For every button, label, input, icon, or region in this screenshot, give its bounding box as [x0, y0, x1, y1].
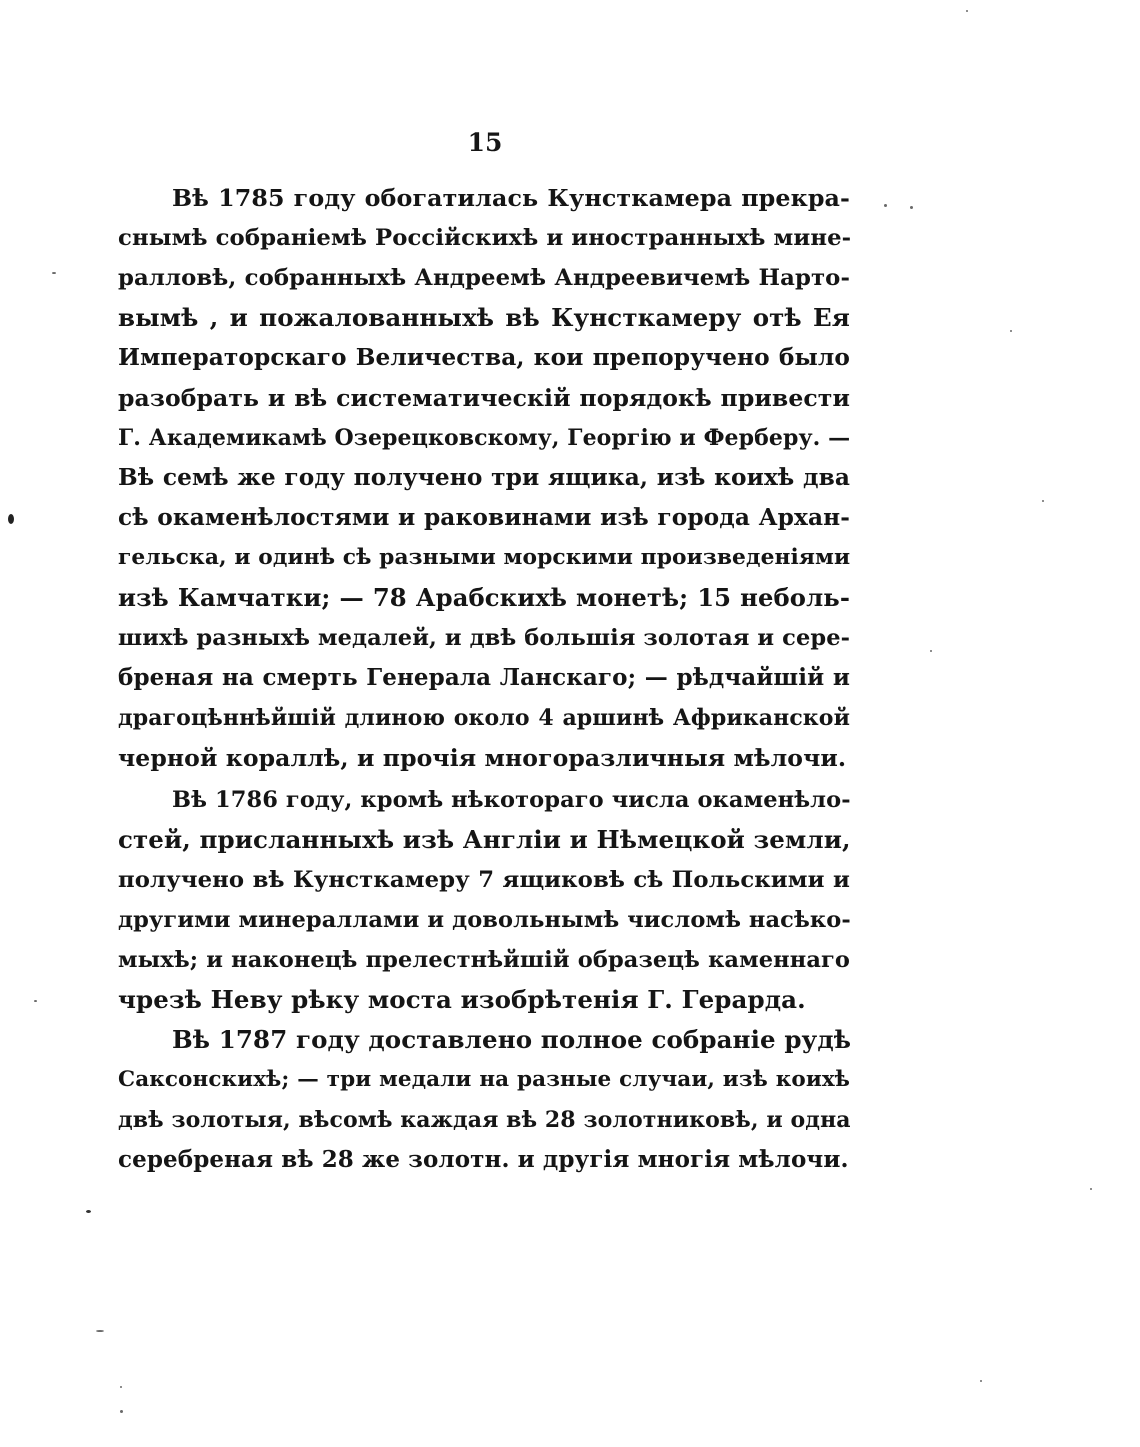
- text-line: драгоцѣннѣйшій длиною около 4 аршинѣ Африканской: [118, 705, 850, 731]
- text-line: изѣ Камчатки; — 78 Арабскихѣ монетѣ; 15 неболь-: [118, 583, 850, 612]
- scan-speck: [910, 206, 913, 209]
- text-line: Вѣ 1787 году доставлено полное собраніе рудѣ: [172, 1025, 852, 1054]
- text-line: Г. Академикамѣ Озерецковскому, Георгію и Ферберу. —: [118, 425, 851, 451]
- text-line: шихѣ разныхѣ медалей, и двѣ большія золотая и сере-: [118, 625, 851, 651]
- text-line: Вѣ семѣ же году получено три ящика, изѣ коихѣ два: [118, 464, 850, 491]
- text-line: серебреная вѣ 28 же золотн. и другія многія мѣлочи.: [118, 1146, 849, 1173]
- text-line: чрезѣ Неву рѣку моста изобрѣтенія Г. Герарда.: [118, 985, 806, 1014]
- scan-speck: [120, 1410, 123, 1413]
- scan-speck: [86, 1210, 91, 1213]
- text-line: получено вѣ Кунсткамеру 7 ящиковѣ сѣ Польскими и: [118, 867, 850, 893]
- scan-speck: [120, 1386, 122, 1388]
- text-line: сѣ окаменѣлостями и раковинами изѣ города Архан-: [118, 504, 850, 531]
- text-line: вымѣ , и пожалованныхѣ вѣ Кунсткамеру отѣ Ея: [118, 303, 850, 332]
- scan-speck: [1010, 330, 1012, 332]
- text-line: бреная на смерть Генерала Ланскаго; — рѣдчайшій и: [118, 664, 850, 691]
- text-line: черной кораллѣ, и прочія многоразличныя мѣлочи.: [118, 744, 847, 772]
- scan-speck: [1042, 500, 1044, 502]
- text-line: снымѣ собраніемѣ Россійскихѣ и иностранныхѣ мине-: [118, 225, 852, 251]
- text-line: Вѣ 1785 году обогатилась Кунсткамера прекра-: [172, 184, 850, 212]
- scan-speck: [8, 514, 14, 524]
- scan-speck: [966, 10, 968, 12]
- scan-speck: [96, 1330, 104, 1332]
- scan-speck: [884, 204, 887, 207]
- scan-speck: [1090, 1188, 1092, 1190]
- text-line: другими минераллами и довольнымѣ числомѣ насѣко-: [118, 907, 851, 933]
- scan-speck: [52, 272, 56, 274]
- text-line: мыхѣ; и наконецѣ прелестнѣйшій образецѣ каменнаго: [118, 947, 850, 973]
- text-line: стей, присланныхѣ изѣ Англіи и Нѣмецкой земли,: [118, 825, 851, 854]
- text-line: разобрать и вѣ систематическій порядокѣ привести: [118, 384, 850, 412]
- text-line: гельска, и одинѣ сѣ разными морскими произведеніями: [118, 545, 851, 570]
- scan-speck: [34, 1000, 37, 1002]
- scan-speck: [930, 650, 932, 652]
- scan-speck: [980, 1380, 982, 1382]
- text-line: Вѣ 1786 году, кромѣ нѣкотораго числа окаменѣло-: [172, 787, 851, 813]
- page-number: 15: [467, 128, 503, 157]
- text-line: Императорскаго Величества, кои препоручено было: [118, 344, 850, 371]
- text-line: ралловѣ, собранныхѣ Андреемѣ Андреевичемѣ Нарто-: [118, 265, 850, 291]
- text-line: двѣ золотыя, вѣсомѣ каждая вѣ 28 золотниковѣ, и одна: [118, 1107, 851, 1133]
- text-line: Саксонскихѣ; — три медали на разные случаи, изѣ коихѣ: [118, 1067, 850, 1092]
